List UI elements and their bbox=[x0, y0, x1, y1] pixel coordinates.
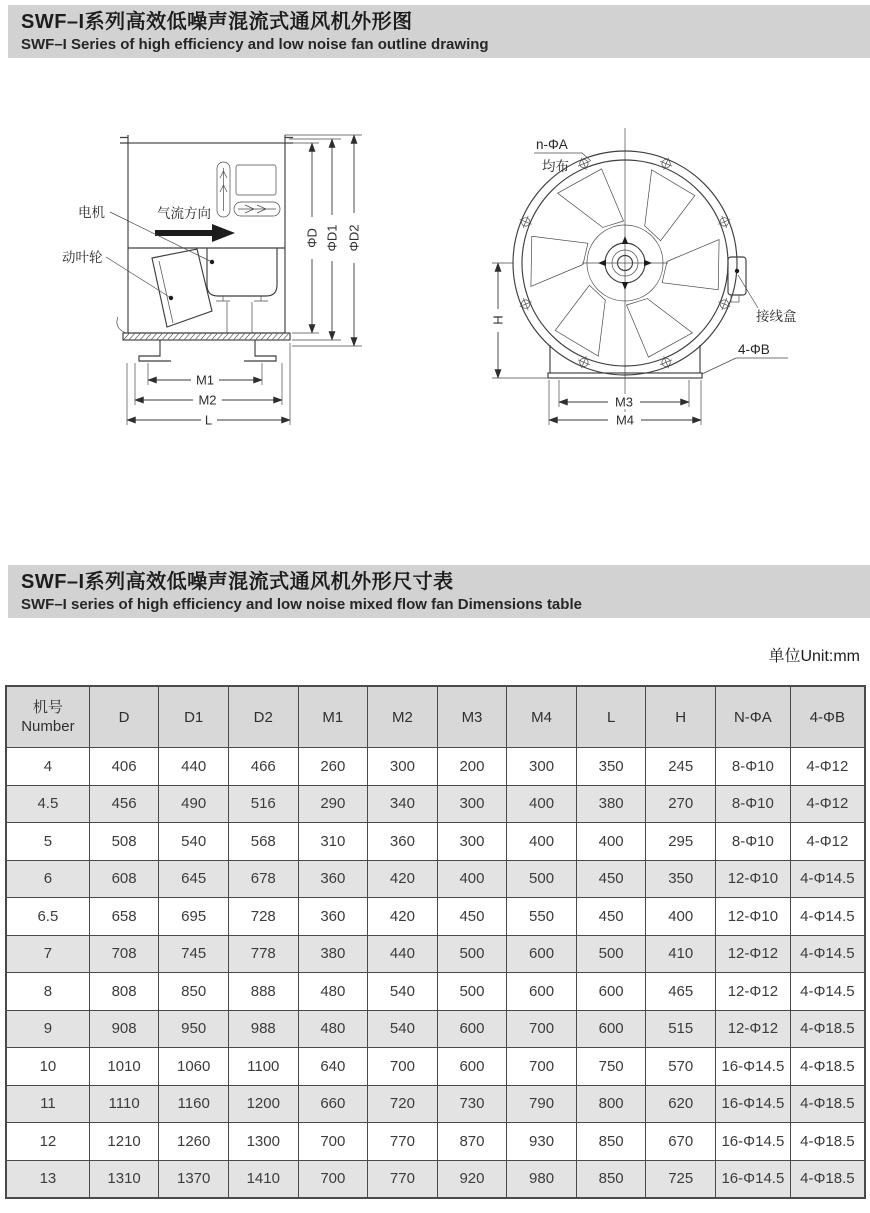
table-cell: 600 bbox=[507, 973, 577, 1011]
dim-l-label: L bbox=[204, 412, 213, 428]
table-row bbox=[6, 1085, 865, 1123]
table-cell: 568 bbox=[228, 823, 298, 861]
dim-d2-label: ΦD2 bbox=[346, 224, 362, 252]
column-header: M2 bbox=[368, 686, 438, 748]
table-cell: 4-Φ14.5 bbox=[790, 973, 865, 1011]
outline-title-en: SWF–I Series of high efficiency and low noise fan outline drawing bbox=[21, 36, 489, 53]
table-cell: 295 bbox=[646, 823, 716, 861]
table-cell: 1060 bbox=[159, 1048, 229, 1086]
table-cell: 8 bbox=[6, 973, 89, 1011]
table-cell: 420 bbox=[368, 898, 438, 936]
dim-m3-label: M3 bbox=[614, 394, 634, 410]
airflow-label: 气流方向 bbox=[157, 206, 211, 221]
table-cell: 670 bbox=[646, 1123, 716, 1161]
table-cell: 13 bbox=[6, 1160, 89, 1198]
nameplate bbox=[236, 165, 276, 195]
table-cell: 290 bbox=[298, 785, 368, 823]
table-cell: 600 bbox=[576, 1010, 646, 1048]
table-cell: 600 bbox=[437, 1048, 507, 1086]
evenly-distributed-label: 均布 bbox=[542, 159, 569, 174]
table-cell: 450 bbox=[576, 898, 646, 936]
table-cell: 1200 bbox=[228, 1085, 298, 1123]
table-cell: 400 bbox=[437, 860, 507, 898]
table-cell: 980 bbox=[507, 1160, 577, 1198]
dim-d-label: ΦD bbox=[304, 228, 320, 248]
table-cell: 608 bbox=[89, 860, 159, 898]
column-header: 机号 Number bbox=[6, 686, 89, 748]
table-cell: 9 bbox=[6, 1010, 89, 1048]
table-cell: 1110 bbox=[89, 1085, 159, 1123]
table-cell: 16-Φ14.5 bbox=[716, 1160, 791, 1198]
table-cell: 1160 bbox=[159, 1085, 229, 1123]
table-cell: 728 bbox=[228, 898, 298, 936]
table-cell: 660 bbox=[298, 1085, 368, 1123]
table-cell: 440 bbox=[368, 935, 438, 973]
table-cell: 400 bbox=[507, 823, 577, 861]
table-cell: 466 bbox=[228, 748, 298, 786]
table-cell: 950 bbox=[159, 1010, 229, 1048]
table-cell: 745 bbox=[159, 935, 229, 973]
table-cell: 12-Φ10 bbox=[716, 860, 791, 898]
airflow-arrow bbox=[155, 230, 212, 236]
dimensions-table bbox=[5, 685, 866, 1199]
table-cell: 700 bbox=[507, 1010, 577, 1048]
table-cell: 988 bbox=[228, 1010, 298, 1048]
table-cell: 695 bbox=[159, 898, 229, 936]
table-cell: 12 bbox=[6, 1123, 89, 1161]
table-cell: 500 bbox=[437, 973, 507, 1011]
table-cell: 540 bbox=[159, 823, 229, 861]
table-row bbox=[6, 898, 865, 936]
fan-front-view-drawing bbox=[470, 118, 820, 448]
dim-m4-label: M4 bbox=[615, 412, 635, 428]
table-row bbox=[6, 823, 865, 861]
table-cell: 480 bbox=[298, 1010, 368, 1048]
table-cell: 720 bbox=[368, 1085, 438, 1123]
table-cell: 1260 bbox=[159, 1123, 229, 1161]
dim-h-label: H bbox=[490, 315, 506, 325]
table-cell: 516 bbox=[228, 785, 298, 823]
table-row bbox=[6, 973, 865, 1011]
table-row bbox=[6, 1160, 865, 1198]
front-view-geometry bbox=[491, 128, 797, 428]
table-cell: 360 bbox=[298, 860, 368, 898]
table-cell: 700 bbox=[507, 1048, 577, 1086]
table-cell: 4-Φ18.5 bbox=[790, 1160, 865, 1198]
table-cell: 450 bbox=[576, 860, 646, 898]
table-cell: 4-Φ14.5 bbox=[790, 860, 865, 898]
table-cell: 4-Φ18.5 bbox=[790, 1010, 865, 1048]
outline-section-header bbox=[8, 5, 870, 58]
column-header: D1 bbox=[159, 686, 229, 748]
table-cell: 420 bbox=[368, 860, 438, 898]
table-cell: 16-Φ14.5 bbox=[716, 1085, 791, 1123]
table-cell: 930 bbox=[507, 1123, 577, 1161]
table-cell: 4-Φ14.5 bbox=[790, 935, 865, 973]
table-cell: 16-Φ14.5 bbox=[716, 1048, 791, 1086]
motor-label: 电机 bbox=[78, 205, 105, 220]
table-cell: 540 bbox=[368, 1010, 438, 1048]
dim-d1-label: ΦD1 bbox=[324, 224, 340, 252]
table-cell: 4-Φ18.5 bbox=[790, 1123, 865, 1161]
table-cell: 6.5 bbox=[6, 898, 89, 936]
side-view-geometry bbox=[62, 135, 362, 428]
table-cell: 1300 bbox=[228, 1123, 298, 1161]
table-cell: 850 bbox=[576, 1160, 646, 1198]
table-cell: 700 bbox=[298, 1123, 368, 1161]
table-cell: 350 bbox=[576, 748, 646, 786]
fan-side-view-drawing bbox=[60, 115, 400, 450]
table-cell: 570 bbox=[646, 1048, 716, 1086]
table-cell: 4-Φ12 bbox=[790, 785, 865, 823]
table-cell: 200 bbox=[437, 748, 507, 786]
motor-body bbox=[207, 248, 277, 296]
table-cell: 4 bbox=[6, 748, 89, 786]
column-header: M1 bbox=[298, 686, 368, 748]
table-cell: 888 bbox=[228, 973, 298, 1011]
table-cell: 1410 bbox=[228, 1160, 298, 1198]
table-cell: 4.5 bbox=[6, 785, 89, 823]
table-body bbox=[6, 748, 865, 1199]
table-cell: 770 bbox=[368, 1160, 438, 1198]
table-cell: 1310 bbox=[89, 1160, 159, 1198]
table-row bbox=[6, 748, 865, 786]
table-cell: 300 bbox=[437, 785, 507, 823]
table-cell: 410 bbox=[646, 935, 716, 973]
table-cell: 350 bbox=[646, 860, 716, 898]
table-cell: 4-Φ14.5 bbox=[790, 898, 865, 936]
table-cell: 500 bbox=[437, 935, 507, 973]
dim-m1-label: M1 bbox=[195, 372, 215, 388]
table-cell: 850 bbox=[159, 973, 229, 1011]
column-header: D2 bbox=[228, 686, 298, 748]
table-cell: 1210 bbox=[89, 1123, 159, 1161]
column-header: 4-ΦB bbox=[790, 686, 865, 748]
column-header: M3 bbox=[437, 686, 507, 748]
table-cell: 658 bbox=[89, 898, 159, 936]
table-cell: 360 bbox=[368, 823, 438, 861]
junction-box-label: 接线盒 bbox=[756, 309, 797, 324]
table-cell: 4-Φ12 bbox=[790, 748, 865, 786]
table-row bbox=[6, 1048, 865, 1086]
table-cell: 300 bbox=[368, 748, 438, 786]
column-header: D bbox=[89, 686, 159, 748]
table-cell: 440 bbox=[159, 748, 229, 786]
table-cell: 10 bbox=[6, 1048, 89, 1086]
table-cell: 600 bbox=[437, 1010, 507, 1048]
table-cell: 8-Φ10 bbox=[716, 823, 791, 861]
table-cell: 4-Φ12 bbox=[790, 823, 865, 861]
table-cell: 400 bbox=[646, 898, 716, 936]
table-cell: 750 bbox=[576, 1048, 646, 1086]
table-cell: 600 bbox=[576, 973, 646, 1011]
table-cell: 260 bbox=[298, 748, 368, 786]
table-cell: 12-Φ12 bbox=[716, 1010, 791, 1048]
table-cell: 400 bbox=[576, 823, 646, 861]
table-row bbox=[6, 1010, 865, 1048]
table-cell: 620 bbox=[646, 1085, 716, 1123]
table-title-en: SWF–I series of high efficiency and low noise mixed flow fan Dimensions table bbox=[21, 596, 582, 613]
table-cell: 645 bbox=[159, 860, 229, 898]
impeller-label: 动叶轮 bbox=[62, 250, 103, 265]
table-cell: 380 bbox=[298, 935, 368, 973]
table-cell: 380 bbox=[576, 785, 646, 823]
column-header: L bbox=[576, 686, 646, 748]
table-cell: 8-Φ10 bbox=[716, 785, 791, 823]
table-cell: 300 bbox=[437, 823, 507, 861]
table-cell: 480 bbox=[298, 973, 368, 1011]
table-row bbox=[6, 785, 865, 823]
table-cell: 640 bbox=[298, 1048, 368, 1086]
fan-casing bbox=[128, 143, 285, 333]
column-header: H bbox=[646, 686, 716, 748]
table-cell: 550 bbox=[507, 898, 577, 936]
table-cell: 456 bbox=[89, 785, 159, 823]
table-cell: 1010 bbox=[89, 1048, 159, 1086]
table-cell: 310 bbox=[298, 823, 368, 861]
table-cell: 7 bbox=[6, 935, 89, 973]
table-cell: 6 bbox=[6, 860, 89, 898]
table-cell: 12-Φ10 bbox=[716, 898, 791, 936]
table-cell: 770 bbox=[368, 1123, 438, 1161]
table-cell: 778 bbox=[228, 935, 298, 973]
dim-m2-label: M2 bbox=[198, 392, 217, 408]
base-holes-label: 4-ΦB bbox=[738, 342, 770, 357]
table-cell: 300 bbox=[507, 748, 577, 786]
table-cell: 1100 bbox=[228, 1048, 298, 1086]
table-cell: 8-Φ10 bbox=[716, 748, 791, 786]
table-cell: 12-Φ12 bbox=[716, 973, 791, 1011]
table-row bbox=[6, 860, 865, 898]
table-cell: 16-Φ14.5 bbox=[716, 1123, 791, 1161]
table-cell: 450 bbox=[437, 898, 507, 936]
table-cell: 708 bbox=[89, 935, 159, 973]
table-cell: 5 bbox=[6, 823, 89, 861]
impeller-body bbox=[152, 249, 212, 327]
table-cell: 508 bbox=[89, 823, 159, 861]
table-cell: 245 bbox=[646, 748, 716, 786]
table-cell: 11 bbox=[6, 1085, 89, 1123]
table-cell: 500 bbox=[507, 860, 577, 898]
table-header-row bbox=[6, 686, 865, 748]
table-cell: 790 bbox=[507, 1085, 577, 1123]
table-cell: 700 bbox=[298, 1160, 368, 1198]
table-cell: 1370 bbox=[159, 1160, 229, 1198]
table-row bbox=[6, 935, 865, 973]
table-cell: 500 bbox=[576, 935, 646, 973]
bolt-circle-label: n-ΦA bbox=[536, 137, 568, 152]
table-title-zh: SWF–I系列高效低噪声混流式通风机外形尺寸表 bbox=[21, 571, 454, 593]
column-header: N-ΦA bbox=[716, 686, 791, 748]
table-cell: 600 bbox=[507, 935, 577, 973]
table-cell: 730 bbox=[437, 1085, 507, 1123]
table-row bbox=[6, 1123, 865, 1161]
table-cell: 808 bbox=[89, 973, 159, 1011]
column-header: M4 bbox=[507, 686, 577, 748]
table-cell: 515 bbox=[646, 1010, 716, 1048]
table-cell: 800 bbox=[576, 1085, 646, 1123]
outline-title-zh: SWF–I系列高效低噪声混流式通风机外形图 bbox=[21, 11, 413, 33]
table-cell: 850 bbox=[576, 1123, 646, 1161]
table-cell: 270 bbox=[646, 785, 716, 823]
table-cell: 908 bbox=[89, 1010, 159, 1048]
table-cell: 400 bbox=[507, 785, 577, 823]
unit-note: 单位Unit:mm bbox=[768, 648, 860, 665]
table-cell: 406 bbox=[89, 748, 159, 786]
table-cell: 12-Φ12 bbox=[716, 935, 791, 973]
table-cell: 870 bbox=[437, 1123, 507, 1161]
table-cell: 678 bbox=[228, 860, 298, 898]
table-cell: 4-Φ18.5 bbox=[790, 1048, 865, 1086]
table-section-header bbox=[8, 565, 870, 618]
mounting-feet bbox=[139, 340, 276, 361]
table-cell: 920 bbox=[437, 1160, 507, 1198]
table-cell: 4-Φ18.5 bbox=[790, 1085, 865, 1123]
table-cell: 725 bbox=[646, 1160, 716, 1198]
table-cell: 360 bbox=[298, 898, 368, 936]
table-cell: 465 bbox=[646, 973, 716, 1011]
table-cell: 540 bbox=[368, 973, 438, 1011]
table-cell: 490 bbox=[159, 785, 229, 823]
table-cell: 340 bbox=[368, 785, 438, 823]
table-cell: 700 bbox=[368, 1048, 438, 1086]
